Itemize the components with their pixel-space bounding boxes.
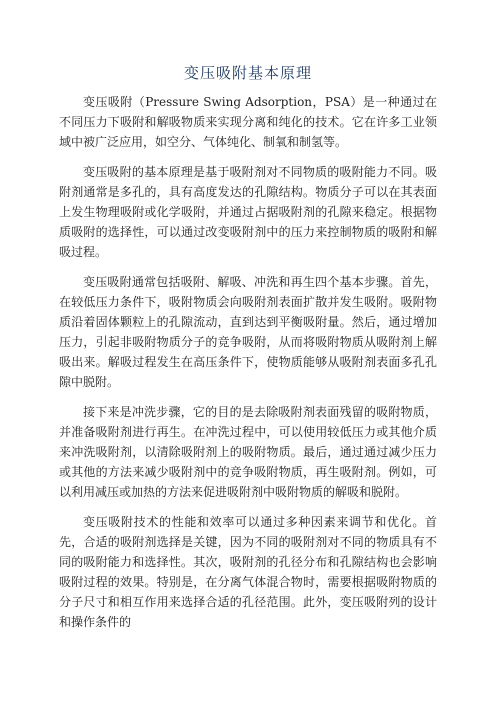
paragraph-5: 变压吸附技术的性能和效率可以通过多种因素来调节和优化。首先，合适的吸附剂选择是关键，因为不同的吸附剂对不同的物质具有不同的吸附能力和选择性。其次，吸附剂的孔径分布和孔隙结构也会影响吸附过程的效果。特别是，在分离气体混合物时，需要根据吸附物质的分子尺寸和相互作用来选择合适的孔径范围。此外，变压吸附列的设计和操作条件的: [59, 515, 437, 629]
paragraph-4: 接下来是冲洗步骤，它的目的是去除吸附剂表面残留的吸附物质，并准备吸附剂进行再生。在冲洗过程中，可以使用较低压力或其他介质来冲洗吸附剂，以清除吸附剂上的吸附物质。最后，通过通过减少压力或其他的方法来减少吸附剂中的竞争吸附物质，再生吸附剂。例如，可以利用减压或加热的方法来促进吸附剂中吸附物质的解吸和脱附。: [59, 405, 437, 499]
paragraph-2: 变压吸附的基本原理是基于吸附剂对不同物质的吸附能力不同。吸附剂通常是多孔的，具有高度发达的孔隙结构。物质分子可以在其表面上发生物理吸附或化学吸附，并通过占据吸附剂的孔隙来稳定。根据物质吸附的选择性，可以通过改变吸附剂中的压力来控制物质的吸附和解吸过程。: [59, 165, 437, 259]
paragraph-1: 变压吸附（Pressure Swing Adsorption，PSA）是一种通过在不同压力下吸附和解吸物质来实现分离和纯化的技术。它在许多工业领域中被广泛应用，如空分、气体纯化、制氧和制氢等。: [59, 95, 437, 149]
paragraph-3: 变压吸附通常包括吸附、解吸、冲洗和再生四个基本步骤。首先，在较低压力条件下，吸附物质会向吸附剂表面扩散并发生吸附。吸附物质沿着固体颗粒上的孔隙流动，直到达到平衡吸附量。然后，通过增加压力，引起非吸附物质分子的竞争吸附，从而将吸附物质从吸附剂上解吸出来。解吸过程发生在高压条件下，使物质能够从吸附剂表面多孔孔隙中脱附。: [59, 275, 437, 389]
document-body: [59, 92, 437, 642]
document-title: 变压吸附基本原理: [183, 64, 312, 82]
